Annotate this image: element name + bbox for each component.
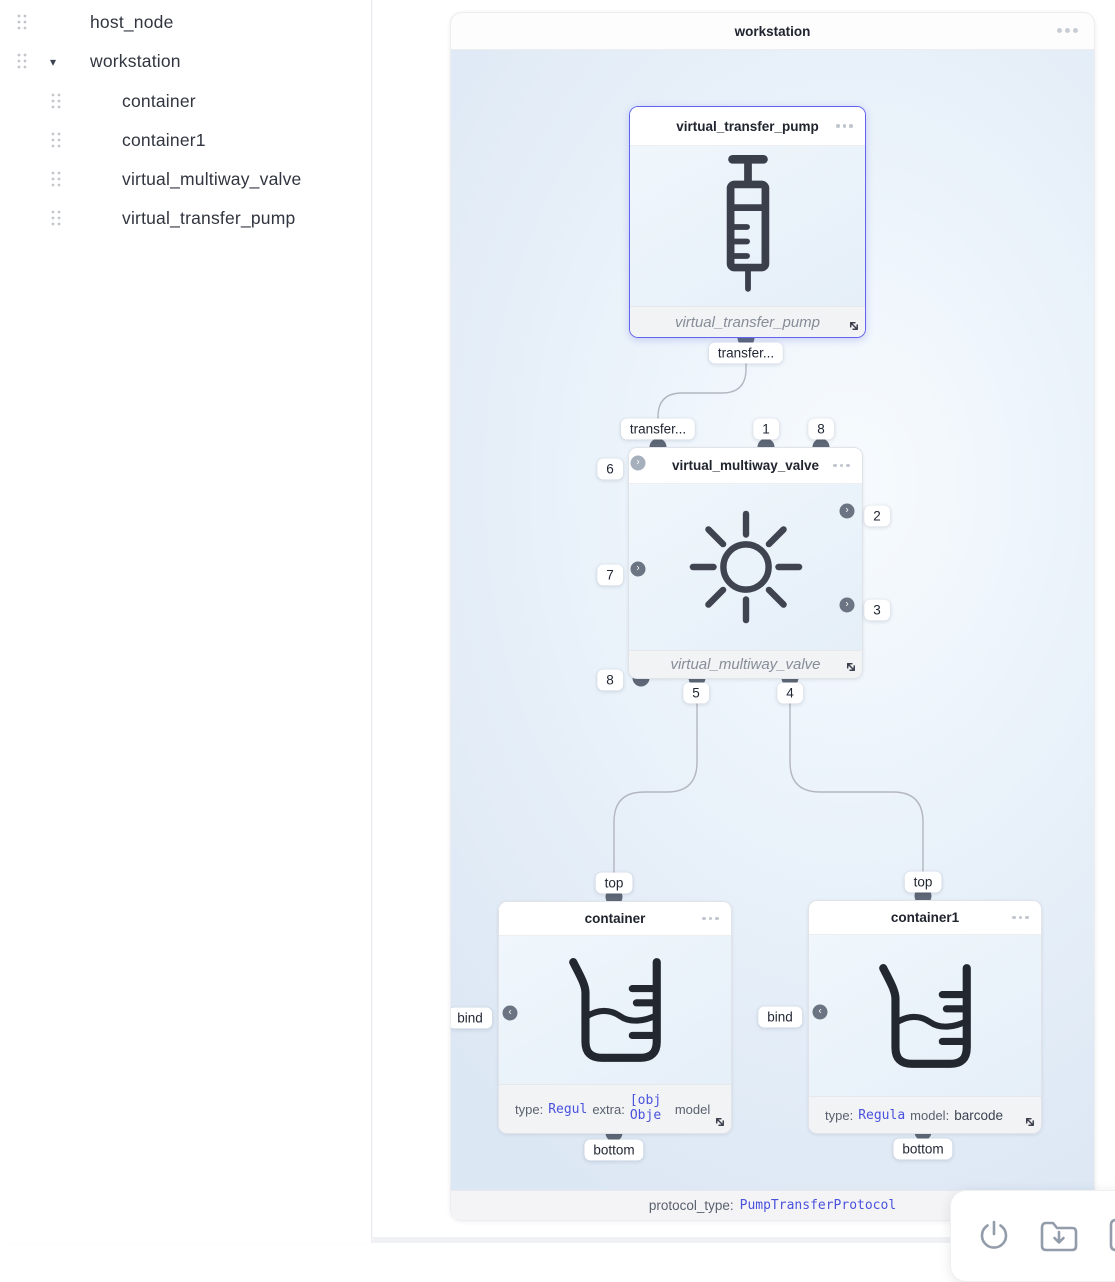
panel-title: workstation <box>734 23 811 39</box>
instance-name: virtual_transfer_pump <box>674 313 821 331</box>
node-menu-button[interactable] <box>1012 916 1029 920</box>
drag-handle-icon[interactable] <box>16 13 28 31</box>
node-menu-button[interactable] <box>836 124 853 128</box>
chevron-right-icon: › <box>636 456 640 468</box>
node-title: virtual_transfer_pump <box>676 118 819 134</box>
node-footer <box>499 1084 731 1133</box>
drag-handle-icon[interactable] <box>50 209 62 227</box>
sidebar-item-container[interactable] <box>0 88 371 114</box>
node-menu-button[interactable] <box>833 464 850 468</box>
field-value-code[interactable]: Regula <box>858 1107 906 1123</box>
node-container1[interactable] <box>808 900 1042 1134</box>
sidebar-item-container1[interactable] <box>0 127 371 153</box>
field-label: model <box>674 1101 711 1117</box>
sidebar-item-virtual-transfer-pump[interactable] <box>0 205 371 231</box>
drag-handle-icon[interactable] <box>16 52 28 70</box>
port-label-valve-6: 6 <box>597 459 623 480</box>
edge-valve-to-container <box>614 678 697 897</box>
port-label-valve-4: 4 <box>777 683 803 704</box>
multiway-valve-icon <box>687 508 805 626</box>
field-label: type: <box>515 1101 544 1117</box>
sidebar-item-virtual-multiway-valve[interactable] <box>0 166 371 192</box>
folder-download-icon[interactable] <box>1039 1219 1079 1253</box>
node-container[interactable] <box>498 901 732 1134</box>
resize-handle-icon[interactable] <box>844 660 857 673</box>
node-body <box>809 935 1041 1096</box>
field-value-code[interactable]: Regul <box>548 1101 588 1117</box>
drag-handle-icon[interactable] <box>50 131 62 149</box>
node-virtual-transfer-pump[interactable] <box>629 106 866 338</box>
panel-menu-button[interactable] <box>1057 28 1078 33</box>
field-label: type: <box>825 1107 854 1123</box>
node-title: container1 <box>890 910 960 925</box>
node-header[interactable] <box>629 448 862 484</box>
tree-item-label: host_node <box>90 11 174 32</box>
protocol-type-value[interactable]: PumpTransferProtocol <box>739 1198 897 1213</box>
caret-down-icon[interactable]: ▾ <box>50 55 57 69</box>
tree-item-label: virtual_multiway_valve <box>122 168 302 189</box>
device-tree-sidebar <box>0 0 372 1243</box>
instance-name: virtual_multiway_valve <box>670 656 821 673</box>
port-valve-7[interactable] <box>631 562 646 577</box>
sidebar-item-workstation[interactable] <box>0 48 371 74</box>
port-valve-3[interactable] <box>840 598 855 613</box>
node-body <box>499 936 731 1084</box>
port-label-container-top: top <box>596 873 633 894</box>
port-label-valve-7: 7 <box>597 565 623 586</box>
port-label-container1-bind: bind <box>758 1007 802 1028</box>
drag-handle-icon[interactable] <box>50 92 62 110</box>
node-virtual-multiway-valve[interactable] <box>628 447 863 679</box>
port-label-valve-8-top: 8 <box>808 419 834 440</box>
port-container-bind[interactable] <box>503 1006 518 1021</box>
workstation-panel <box>450 12 1095 1221</box>
power-icon[interactable] <box>976 1217 1012 1253</box>
document-icon[interactable] <box>1099 1217 1115 1253</box>
protocol-type-label: protocol_type: <box>648 1198 734 1213</box>
field-label: model: <box>910 1107 950 1123</box>
resize-handle-icon[interactable] <box>713 1115 726 1128</box>
port-label-valve-5: 5 <box>683 683 709 704</box>
node-footer <box>629 650 862 678</box>
node-footer <box>630 306 865 337</box>
field-label: extra: <box>592 1101 625 1117</box>
port-valve-2[interactable] <box>840 504 855 519</box>
port-label-pump-transfer: transfer... <box>709 343 783 364</box>
node-footer <box>809 1096 1041 1133</box>
chevron-right-icon: › <box>636 562 640 574</box>
resize-handle-icon[interactable] <box>847 319 860 332</box>
workstation-panel-header <box>451 13 1094 50</box>
node-title: container <box>584 911 646 926</box>
chevron-right-icon: › <box>845 504 849 516</box>
beaker-icon <box>869 960 981 1072</box>
flow-canvas[interactable] <box>451 50 1094 1190</box>
node-menu-button[interactable] <box>702 917 719 921</box>
node-title: virtual_multiway_valve <box>671 458 820 473</box>
port-container1-bind[interactable] <box>813 1005 828 1020</box>
node-body <box>630 146 865 306</box>
resize-handle-icon[interactable] <box>1023 1115 1036 1128</box>
node-header[interactable] <box>499 902 731 936</box>
drag-handle-icon[interactable] <box>50 170 62 188</box>
node-header[interactable] <box>630 107 865 146</box>
tree-item-label: container1 <box>122 129 206 150</box>
floating-action-toolbar <box>950 1190 1115 1282</box>
port-label-container-bottom: bottom <box>584 1140 643 1161</box>
port-label-valve-transfer: transfer... <box>621 419 695 440</box>
tree-item-label: virtual_transfer_pump <box>122 207 296 228</box>
field-value[interactable]: barcode <box>954 1107 1003 1123</box>
node-header[interactable] <box>809 901 1041 935</box>
port-label-container-bind: bind <box>451 1008 492 1029</box>
port-label-valve-3: 3 <box>864 600 890 621</box>
chevron-right-icon: › <box>845 598 849 610</box>
port-label-valve-1: 1 <box>753 419 779 440</box>
port-label-valve-8-left: 8 <box>597 670 623 691</box>
port-label-valve-2: 2 <box>864 506 890 527</box>
beaker-icon <box>559 954 671 1066</box>
chevron-left-icon: ‹ <box>818 1005 822 1017</box>
port-valve-6[interactable] <box>631 456 646 471</box>
chevron-left-icon: ‹ <box>508 1006 512 1018</box>
sidebar-item-host-node[interactable] <box>0 9 371 35</box>
port-label-container1-bottom: bottom <box>893 1139 952 1160</box>
port-label-container1-top: top <box>905 872 942 893</box>
tree-item-label: workstation <box>90 50 181 71</box>
field-value-code[interactable]: [obj Obje <box>629 1093 662 1123</box>
edge-valve-to-container1 <box>790 678 923 896</box>
tree-item-label: container <box>122 90 196 111</box>
node-body <box>629 484 862 650</box>
syringe-icon <box>719 152 777 300</box>
